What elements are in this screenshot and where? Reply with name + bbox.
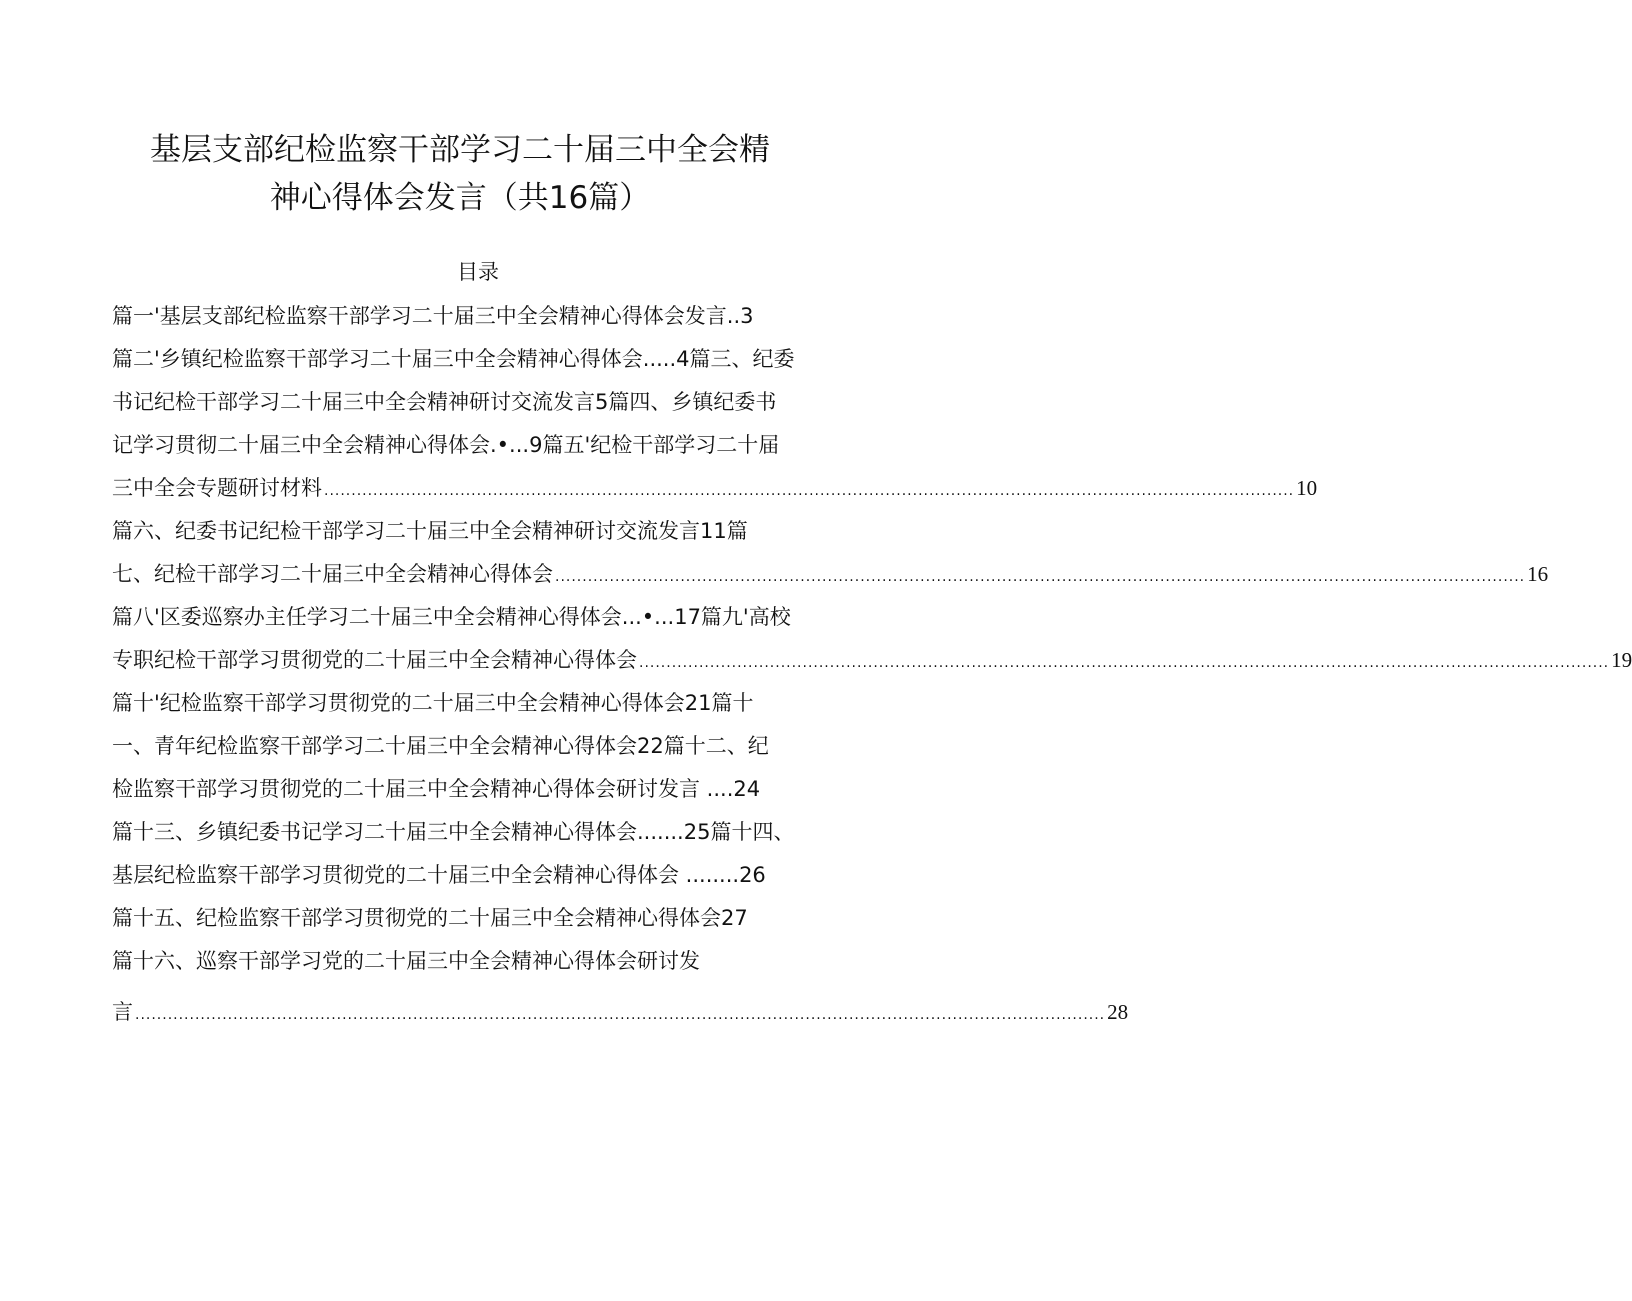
toc-entry-line-11[interactable]: 一、青年纪检监察干部学习二十届三中全会精神心得体会22篇十二、纪 xyxy=(112,734,769,758)
toc-entry-line-4[interactable]: 记学习贯彻二十届三中全会精神心得体会.•...9篇五'纪检干部学习二十届 xyxy=(112,433,780,457)
toc-heading: 目录 xyxy=(457,260,499,284)
toc-entry-line-14[interactable]: 基层纪检监察干部学习贯彻党的二十届三中全会精神心得体会 ........26 xyxy=(112,863,766,887)
toc-leader-dots: .................................................................................................................................................................................. xyxy=(324,483,1295,499)
toc-entry-text: 言 xyxy=(112,1000,133,1024)
toc-entry-line-7[interactable] xyxy=(112,562,1549,586)
toc-leader-dots: .................................................................................................................................................................................. xyxy=(135,1007,1106,1023)
document-title-line-2: 神心得体会发言（共16篇） xyxy=(269,180,651,216)
toc-entry-text: 七、纪检干部学习二十届三中全会精神心得体会 xyxy=(112,562,553,586)
toc-entry-line-10[interactable]: 篇十'纪检监察干部学习贯彻党的二十届三中全会精神心得体会21篇十 xyxy=(112,691,754,715)
toc-page-number: 16 xyxy=(1527,562,1549,586)
toc-entry-line-15[interactable]: 篇十五、纪检监察干部学习贯彻党的二十届三中全会精神心得体会27 xyxy=(112,906,748,930)
toc-entry-line-9[interactable] xyxy=(112,648,1632,672)
toc-entry-line-2[interactable]: 篇二'乡镇纪检监察干部学习二十届三中全会精神心得体会.....4篇三、纪委 xyxy=(112,347,795,371)
toc-entry-line-13[interactable]: 篇十三、乡镇纪委书记学习二十届三中全会精神心得体会.......25篇十四、 xyxy=(112,820,795,844)
toc-page-number: 19 xyxy=(1611,648,1632,672)
toc-entry-line-3[interactable]: 书记纪检干部学习二十届三中全会精神研讨交流发言5篇四、乡镇纪委书 xyxy=(112,390,777,414)
toc-entry-line-5[interactable] xyxy=(112,476,1318,500)
toc-entry-line-16[interactable]: 篇十六、巡察干部学习党的二十届三中全会精神心得体会研讨发 xyxy=(112,949,700,973)
toc-entry-text: 三中全会专题研讨材料 xyxy=(112,476,322,500)
toc-page-number: 28 xyxy=(1107,1000,1129,1024)
toc-page-number: 10 xyxy=(1296,476,1318,500)
toc-entry-line-17[interactable] xyxy=(112,1000,1129,1024)
toc-entry-line-1[interactable]: 篇一'基层支部纪检监察干部学习二十届三中全会精神心得体会发言..3 xyxy=(112,304,754,328)
toc-entry-line-8[interactable]: 篇八'区委巡察办主任学习二十届三中全会精神心得体会...•...17篇九'高校 xyxy=(112,605,791,629)
toc-entry-text: 专职纪检干部学习贯彻党的二十届三中全会精神心得体会 xyxy=(112,648,637,672)
toc-entry-line-12[interactable]: 检监察干部学习贯彻党的二十届三中全会精神心得体会研讨发言 ....24 xyxy=(112,777,761,801)
toc-leader-dots: .................................................................................................................................................................................. xyxy=(555,569,1526,585)
document-title-line-1: 基层支部纪检监察干部学习二十届三中全会精 xyxy=(150,132,770,168)
toc-entry-line-6[interactable]: 篇六、纪委书记纪检干部学习二十届三中全会精神研讨交流发言11篇 xyxy=(112,519,748,543)
toc-leader-dots: .................................................................................................................................................................................. xyxy=(639,655,1610,671)
